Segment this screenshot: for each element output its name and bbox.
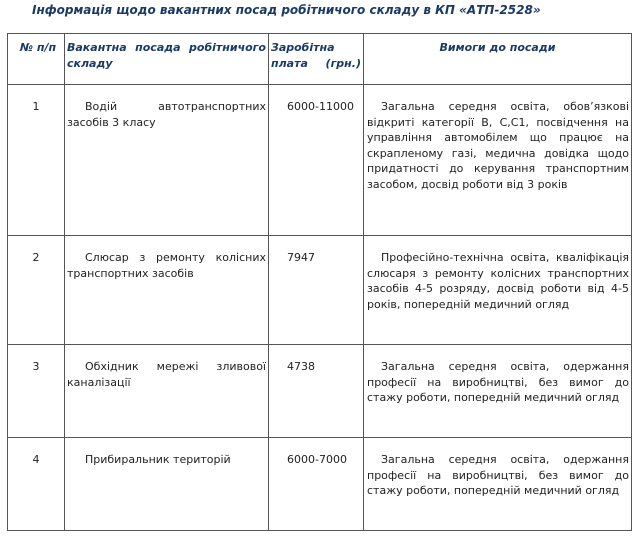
cell-num-text: 3	[32, 360, 40, 373]
cell-requirements-text: Загальна середня освіта, одержання професії на виробництві, без вимог до стажу роботи, попередній медичний огляд	[367, 360, 629, 404]
table-row	[8, 236, 632, 345]
cell-num	[8, 85, 65, 236]
cell-requirements-text: Професійно-технічна освіта, кваліфікація слюсаря з ремонту колісних транспортних засобів 4-5 розряду, досвід роботи від 4-5 років, попередній медичний огляд	[367, 251, 629, 311]
cell-num	[8, 438, 65, 531]
cell-requirements-text: Загальна середня освіта, одержання професії на виробництві, без вимог до стажу роботи, попередній медичний огляд	[367, 453, 629, 497]
cell-num	[8, 345, 65, 438]
header-position	[65, 34, 269, 85]
cell-requirements	[364, 236, 632, 345]
cell-requirements	[364, 85, 632, 236]
table-row	[8, 85, 632, 236]
cell-position-text: Водій автотранспортних засобів 3 класу	[67, 100, 266, 129]
table-header-row	[8, 34, 632, 85]
cell-salary	[269, 345, 364, 438]
cell-requirements-text: Загальна середня освіта, обов’язкові відкриті категорії В, С,С1, посвідчення на управління автомобілем що працює на скрапленому газі, медична довідка щодо придатності до керування транспортним засобом, досвід роботи від 3 років	[367, 100, 629, 191]
cell-position	[65, 85, 269, 236]
page-title: Інформація щодо вакантних посад робітничого складу в КП «АТП-2528»	[32, 3, 541, 17]
cell-num-text: 1	[32, 100, 40, 113]
cell-salary-text: 6000-7000	[287, 453, 347, 466]
cell-salary-text: 6000-11000	[287, 100, 354, 113]
cell-position-text: Прибиральник територій	[85, 453, 231, 466]
header-requirements-label: Вимоги до посади	[439, 41, 556, 54]
header-requirements	[364, 34, 632, 85]
header-num-label: № п/п	[19, 41, 57, 54]
cell-position	[65, 236, 269, 345]
cell-num	[8, 236, 65, 345]
cell-position-text: Обхідник мережі зливової каналізації	[67, 360, 266, 389]
header-num	[8, 34, 65, 85]
table-row	[8, 438, 632, 531]
cell-num-text: 2	[32, 251, 40, 264]
cell-num-text: 4	[32, 453, 40, 466]
cell-salary	[269, 236, 364, 345]
cell-salary-text: 4738	[287, 360, 315, 373]
table-row	[8, 345, 632, 438]
cell-position	[65, 438, 269, 531]
cell-salary	[269, 438, 364, 531]
cell-position-text: Слюсар з ремонту колісних транспортних засобів	[67, 251, 266, 280]
cell-salary-text: 7947	[287, 251, 315, 264]
header-salary	[269, 34, 364, 85]
header-position-label: Вакантна посада робітничого складу	[67, 41, 266, 70]
header-salary-label: Заробітна плата (грн.)	[271, 41, 361, 70]
cell-salary	[269, 85, 364, 236]
cell-requirements	[364, 345, 632, 438]
vacancies-table	[7, 33, 632, 531]
cell-requirements	[364, 438, 632, 531]
cell-position	[65, 345, 269, 438]
